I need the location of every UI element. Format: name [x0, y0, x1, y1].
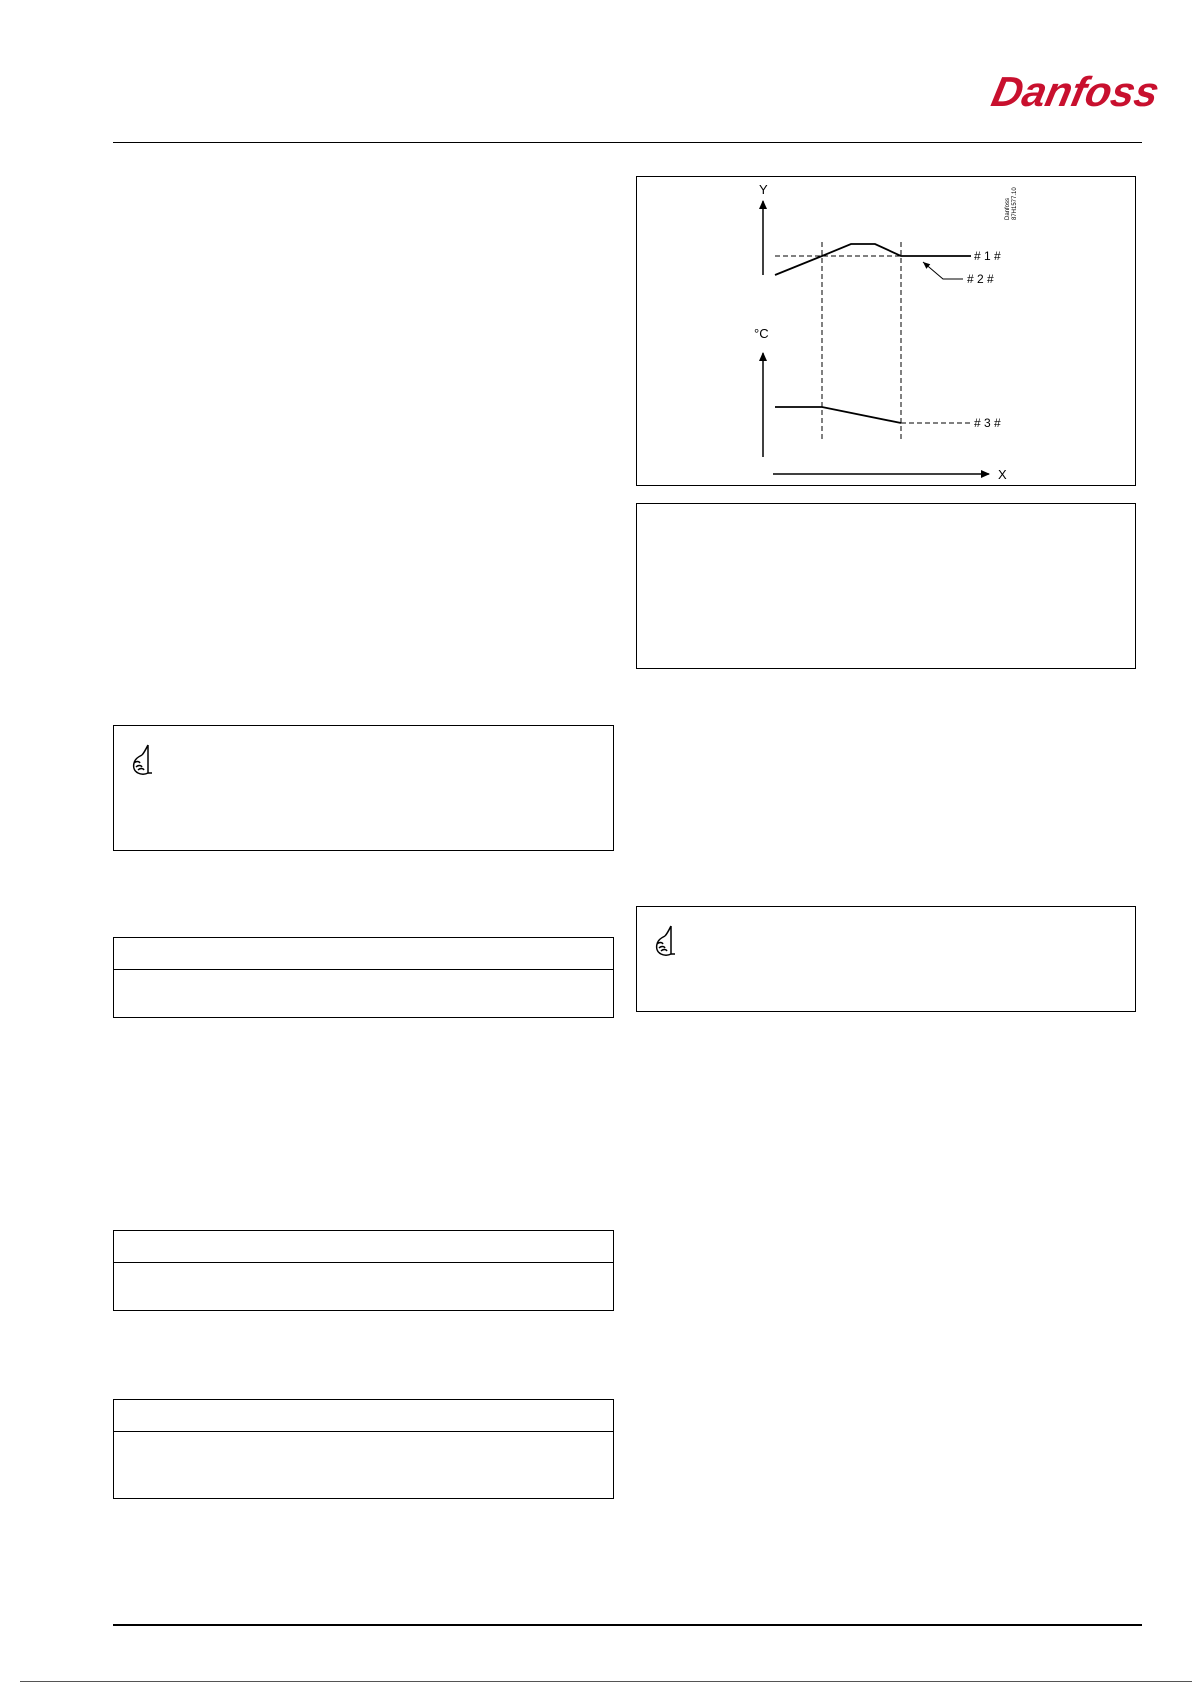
parameter-table-3	[113, 1399, 614, 1499]
parameter-table-1	[113, 937, 614, 1018]
svg-text:Danfoss: Danfoss	[1005, 197, 1011, 220]
curve-upper	[775, 244, 971, 275]
y-axis-label: Y	[759, 182, 768, 197]
parameter-table-header	[114, 938, 613, 970]
parameter-table-header	[114, 1231, 613, 1263]
danfoss-logo	[987, 62, 1164, 122]
temperature-diagram	[637, 177, 1137, 487]
drawing-code	[1005, 187, 1018, 220]
temperature-axis-label: °C	[754, 326, 769, 341]
svg-text:87H1577.10: 87H1577.10	[1012, 187, 1018, 220]
note-box-left	[113, 725, 614, 851]
curve-lower	[775, 407, 901, 423]
footer-divider	[113, 1624, 1142, 1626]
pointing-hand-icon	[653, 924, 683, 958]
note-box-right	[636, 906, 1136, 1012]
pointing-hand-icon	[130, 743, 160, 777]
header-divider	[113, 142, 1142, 143]
leader-arrow-2	[923, 262, 963, 279]
curve-label-2: # 2 #	[967, 272, 994, 286]
logo-wordmark: Danfoss	[987, 68, 1164, 115]
parameter-table-header	[114, 1400, 613, 1432]
curve-label-1: # 1 #	[974, 249, 1001, 263]
curve-label-3: # 3 #	[974, 416, 1001, 430]
diagram-figure	[636, 176, 1136, 486]
page-edge-line	[20, 1681, 1192, 1682]
x-axis-label: X	[998, 467, 1007, 482]
figure-legend-box	[636, 503, 1136, 669]
parameter-table-2	[113, 1230, 614, 1311]
